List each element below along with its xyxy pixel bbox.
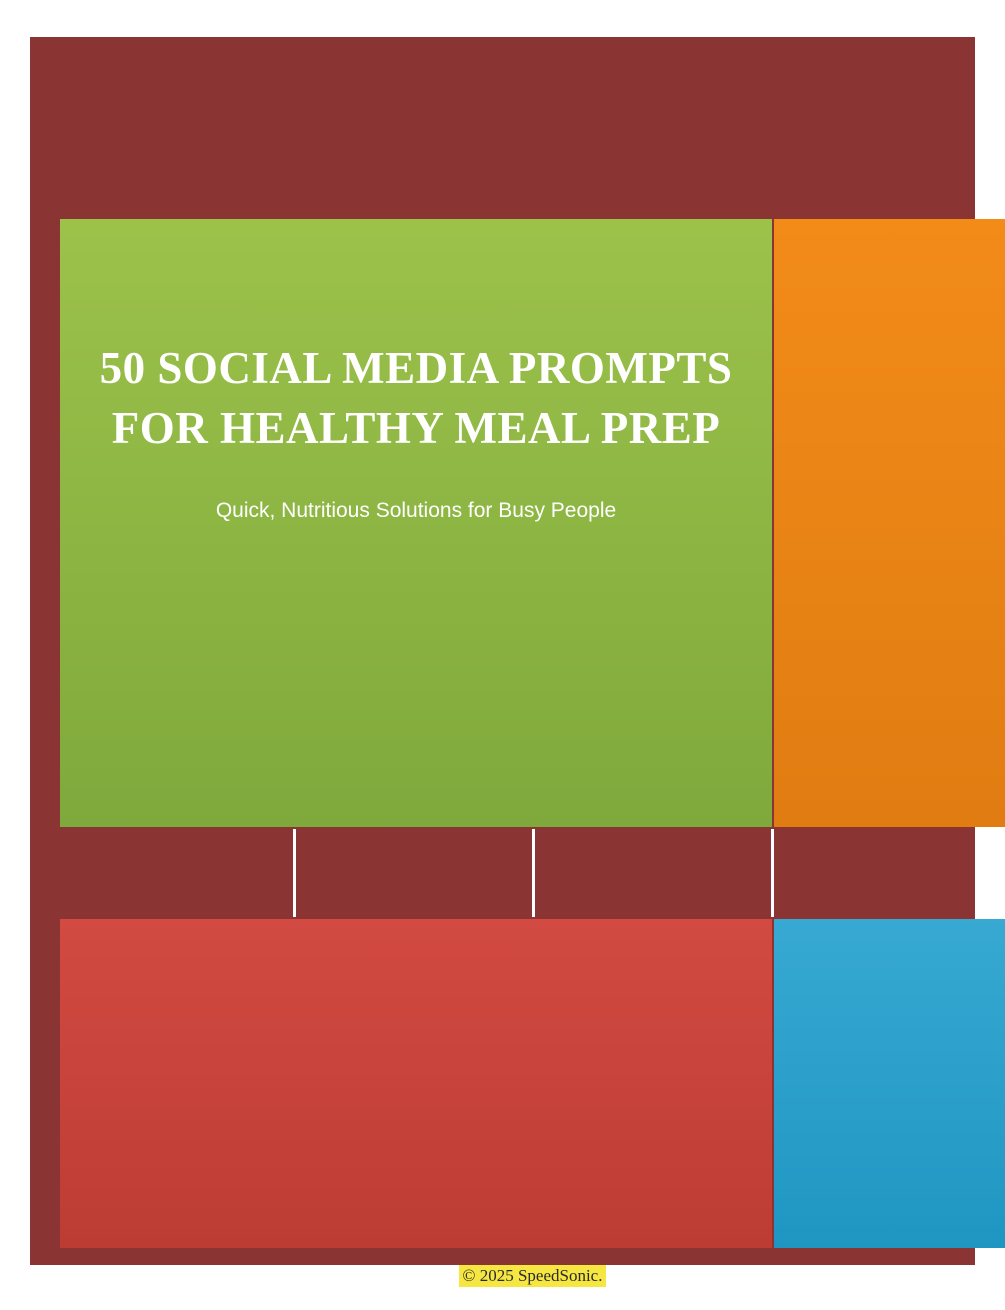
- page-title: 50 SOCIAL MEDIA PROMPTS FOR HEALTHY MEAL PREP: [99, 343, 733, 453]
- blue-accent-block: [774, 919, 1005, 1248]
- page-subtitle: Quick, Nutritious Solutions for Busy People: [215, 498, 617, 522]
- divider-separator: [293, 829, 296, 917]
- red-accent-block: [60, 919, 772, 1248]
- divider-strip: [60, 829, 1005, 917]
- divider-separator: [771, 829, 774, 917]
- divider-separator: [532, 829, 535, 917]
- orange-accent-panel: [774, 219, 1005, 827]
- copyright-notice: © 2025 SpeedSonic.: [459, 1265, 607, 1287]
- cover-frame: [30, 37, 975, 1285]
- title-block: [60, 219, 772, 827]
- footer: [60, 1250, 1005, 1302]
